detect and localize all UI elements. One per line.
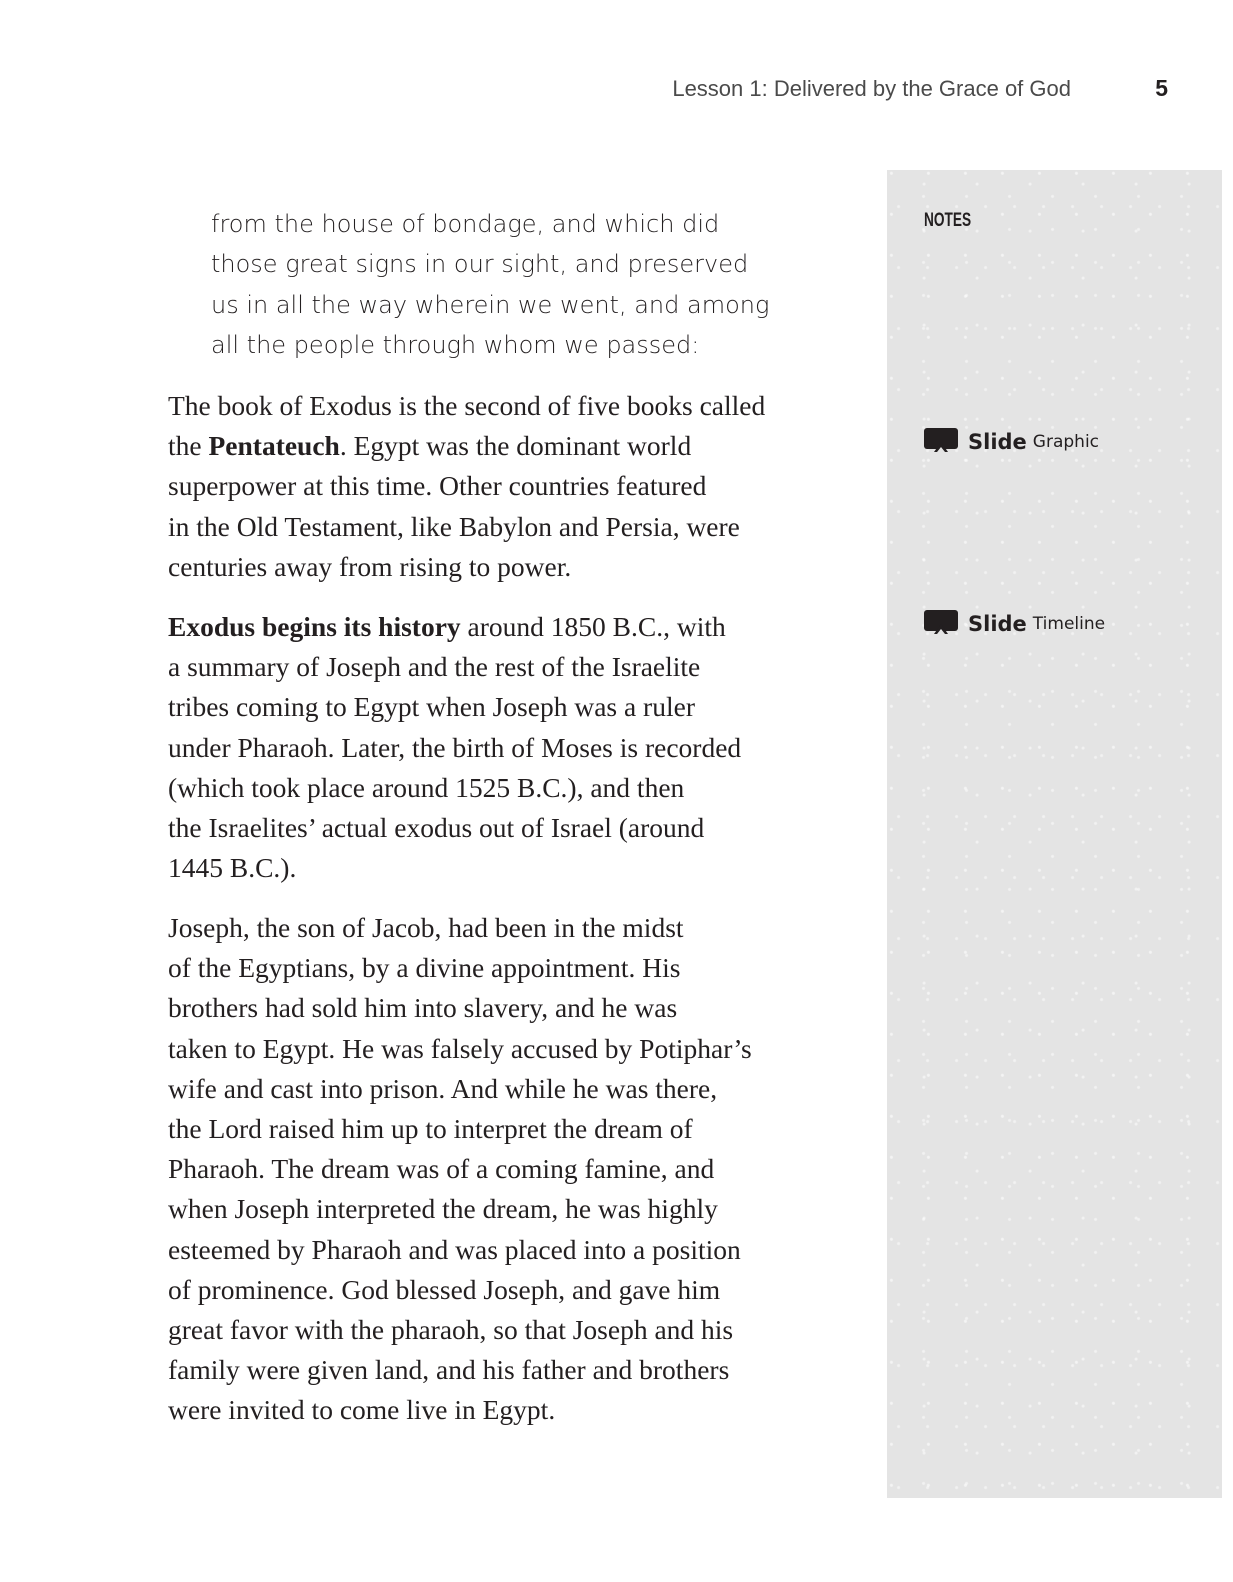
notes-panel [887,170,1222,1498]
slide-cue-label: Graphic [1032,432,1100,452]
text-run: around 1850 B.C., with [460,611,726,642]
text-line: Joseph, the son of Jacob, had been in the midst [168,912,684,943]
slide-cue-timeline [924,610,1105,638]
text-line: of the Egyptians, by a divine appointment. His [168,952,681,984]
text-line: superpower at this time. Other countries featured [168,470,707,502]
paragraph-pentateuch [168,386,848,587]
text-line: (which took place around 1525 B.C.), and then [168,771,685,803]
text-line: the Israelites’ actual exodus out of Israel (around [168,812,705,844]
quote-line: us in all the way wherein we went, and among [211,290,770,319]
text-line: a summary of Joseph and the rest of the Israelite [168,651,701,683]
text-run: the [168,430,209,462]
text-line: brothers had sold him into slavery, and he was [168,992,678,1024]
slide-screen-icon [924,428,958,456]
slide-cue-graphic [924,428,1099,456]
bold-term-pentateuch: Pentateuch [208,430,340,462]
quote-line: those great signs in our sight, and preserved [211,250,749,279]
text-line: 1445 B.C.). [168,852,297,884]
text-line: The book of Exodus is the second of five books called [168,390,766,421]
text-line: were invited to come live in Egypt. [168,1394,556,1426]
text-line: wife and cast into prison. And while he was there, [168,1072,718,1104]
slide-cue-word: Slide [968,612,1027,636]
text-line: tribes coming to Egypt when Joseph was a ruler [168,691,695,723]
text-line: centuries away from rising to power. [168,550,572,582]
text-line: when Joseph interpreted the dream, he was highly [168,1193,718,1225]
bold-lead-in: Exodus begins its history [168,611,461,642]
scripture-quote [211,204,831,365]
text-line [168,426,848,466]
paragraph-exodus-history [168,607,848,888]
text-line: great favor with the pharaoh, so that Joseph and his [168,1314,734,1346]
text-line: of prominence. God blessed Joseph, and gave him [168,1273,721,1305]
text-line: family were given land, and his father and brothers [168,1354,730,1386]
running-header-title: Lesson 1: Delivered by the Grace of God [672,76,1071,101]
notes-title: NOTES [924,210,972,231]
slide-screen-icon [924,610,958,638]
text-line [168,607,848,647]
text-line: esteemed by Pharaoh and was placed into a position [168,1233,741,1265]
text-line: the Lord raised him up to interpret the dream of [168,1113,693,1145]
text-line: under Pharaoh. Later, the birth of Moses is recorded [168,731,742,763]
slide-cue-word: Slide [968,430,1027,454]
quote-line: from the house of bondage, and which did [211,210,720,238]
text-line: taken to Egypt. He was falsely accused by Potiphar’s [168,1032,752,1064]
text-run: . Egypt was the dominant world [339,430,692,462]
text-line: Pharaoh. The dream was of a coming famine, and [168,1153,715,1185]
slide-cue-label: Timeline [1032,614,1106,634]
quote-line: all the people through whom we passed: [211,330,700,359]
text-line: in the Old Testament, like Babylon and Persia, were [168,510,740,542]
paragraph-joseph [168,908,848,1431]
page-number: 5 [1155,75,1168,101]
